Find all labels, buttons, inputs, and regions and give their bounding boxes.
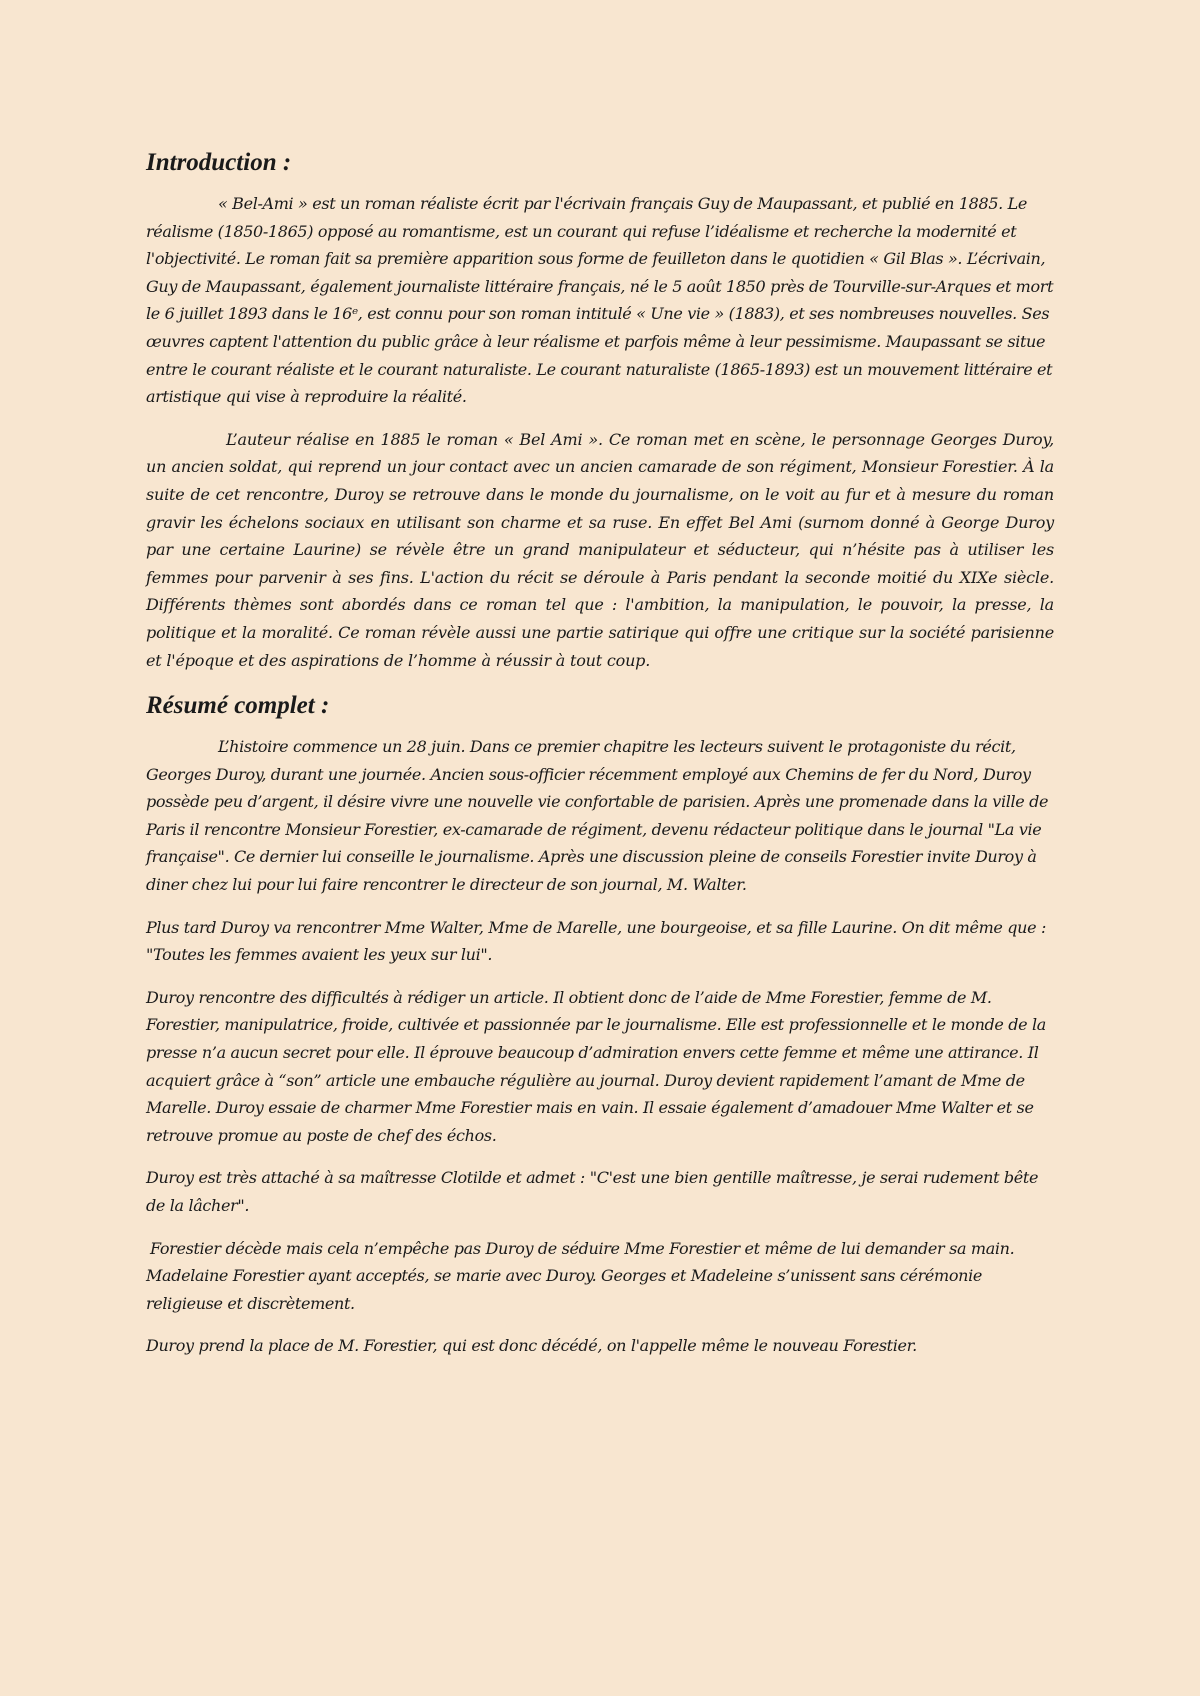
summary-paragraph-3: Duroy rencontre des difficultés à rédiger un article. Il obtient donc de l’aide de Mme Forestier, femme de M. Forestier, manipulatrice, froide, cultivée et passionnée par le journalisme. Elle est professionnelle et le monde de la presse n’a aucun secret pour elle. Il éprouve beaucoup d’admiration envers cette femme et même une attirance. Il acquiert grâce à “son” article une embauche régulière au journal. Duroy devient rapidement l’amant de Mme de Marelle. Duroy essaie de charmer Mme Forestier mais en vain. Il essaie également d’amadouer Mme Walter et se retrouve promue au poste de chef des échos.: [146, 987, 1046, 1145]
summary-paragraph-4: Duroy est très attaché à sa maîtresse Clotilde et admet : "C'est une bien gentille maîtresse, je serai rudement bête de la lâcher".: [146, 1168, 1039, 1215]
introduction-paragraph-1: « Bel-Ami » est un roman réaliste écrit par l'écrivain français Guy de Maupassant, et publié en 1885. Le réalisme (1850-1865) opposé au romantisme, est un courant qui refuse l’idéalisme et recherche la modernité et l'objectivité. Le roman fait sa première apparition sous forme de feuilleton dans le quotidien « Gil Blas ». L’écrivain, Guy de Maupassant, également journaliste littéraire français, né le 5 août 1850 près de Tourville-sur-Arques et mort le 6 juillet 1893 dans le 16ᵉ, est connu pour son roman intitulé « Une vie » (1883), et ses nombreuses nouvelles. Ses œuvres captent l'attention du public grâce à leur réalisme et parfois même à leur pessimisme. Maupassant se situe entre le courant réaliste et le courant naturaliste. Le courant naturaliste (1865-1893) est un mouvement littéraire et artistique qui vise à reproduire la réalité.: [146, 194, 1054, 407]
introduction-heading: Introduction :: [146, 149, 292, 176]
summary-heading: Résumé complet :: [146, 692, 330, 720]
summary-paragraph-6: Duroy prend la place de M. Forestier, qui est donc décédé, on l'appelle même le nouveau Forestier.: [146, 1336, 917, 1356]
summary-paragraph-5: Forestier décède mais cela n’empêche pas Duroy de séduire Mme Forestier et même de lui demander sa main. Madelaine Forestier ayant acceptés, se marie avec Duroy. Georges et Madeleine s’unissent sans cérémonie religieuse et discrètement.: [146, 1238, 1015, 1313]
summary-paragraph-2: Plus tard Duroy va rencontrer Mme Walter, Mme de Marelle, une bourgeoise, et sa fille Laurine. On dit même que : "Toutes les femmes avaient les yeux sur lui".: [146, 917, 1047, 965]
summary-paragraph-1: L’histoire commence un 28 juin. Dans ce premier chapitre les lecteurs suivent le protagoniste du récit, Georges Duroy, durant une journée. Ancien sous-officier récemment employé aux Chemins de fer du Nord, Duroy possède peu d’argent, il désire vivre une nouvelle vie confortable de parisien. Après une promenade dans la ville de Paris il rencontre Monsieur Forestier, ex-camarade de régiment, devenu rédacteur politique dans le journal "La vie française". Ce dernier lui conseille le journalisme. Après une discussion pleine de conseils Forestier invite Duroy à diner chez lui pour lui faire rencontrer le directeur de son journal, M. Walter.: [146, 737, 1049, 895]
introduction-paragraph-2: L’auteur réalise en 1885 le roman « Bel Ami ». Ce roman met en scène, le personnage Georges Duroy, un ancien soldat, qui reprend un jour contact avec un ancien camarade de son régiment, Monsieur Forestier. À la suite de cet rencontre, Duroy se retrouve dans le monde du journalisme, on le voit au fur et à mesure du roman gravir les échelons sociaux en utilisant son charme et sa ruse. En effet Bel Ami (surnom donné à George Duroy par une certaine Laurine) se révèle être un grand manipulateur et séducteur, qui n’hésite pas à utiliser les femmes pour parvenir à ses fins. L'action du récit se déroule à Paris pendant la seconde moitié du XIXe siècle. Différents thèmes sont abordés dans ce roman tel que : l'ambition, la manipulation, le pouvoir, la presse, la politique et la moralité. Ce roman révèle aussi une partie satirique qui offre une critique sur la société parisienne et l'époque et des aspirations de l’homme à réussir à tout coup.: [146, 429, 1054, 670]
